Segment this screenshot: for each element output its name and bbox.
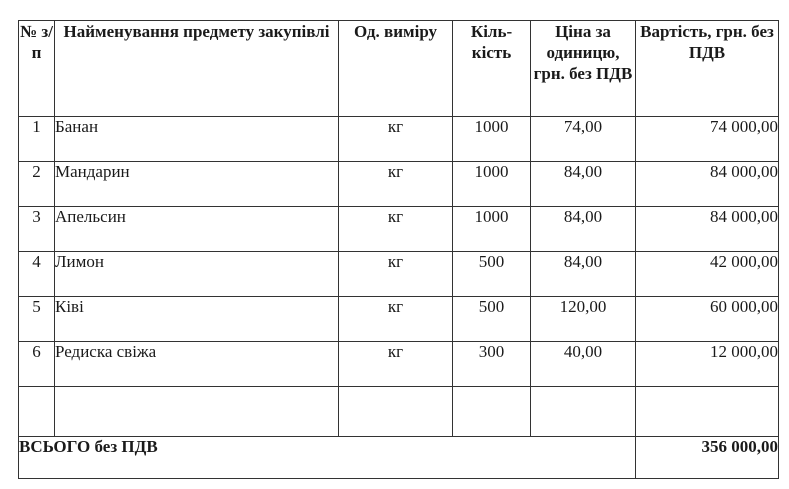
row-item-name: Мандарин [55,162,339,207]
row-unit-price: 84,00 [531,252,636,297]
row-quantity: 500 [453,297,531,342]
row-unit-price: 84,00 [531,207,636,252]
row-total-cost: 74 000,00 [636,117,779,162]
row-total-cost: 84 000,00 [636,207,779,252]
header-unit: Од. виміру [339,21,453,117]
row-number: 1 [19,117,55,162]
grand-total-label: ВСЬОГО без ПДВ [19,437,636,479]
row-unit: кг [339,162,453,207]
row-total-cost: 42 000,00 [636,252,779,297]
row-unit-price: 84,00 [531,162,636,207]
row-number: 3 [19,207,55,252]
row-unit: кг [339,342,453,387]
table-row [19,162,779,207]
header-unit-price: Ціна за одиницю, грн. без ПДВ [531,21,636,117]
empty-cell [19,387,55,437]
row-item-name: Лимон [55,252,339,297]
row-total-cost: 12 000,00 [636,342,779,387]
row-number: 5 [19,297,55,342]
empty-row [19,387,779,437]
row-number: 6 [19,342,55,387]
row-number: 4 [19,252,55,297]
table-row [19,297,779,342]
row-total-cost: 60 000,00 [636,297,779,342]
row-unit: кг [339,297,453,342]
table-row [19,252,779,297]
row-unit-price: 40,00 [531,342,636,387]
total-row [19,437,779,479]
row-item-name: Ківі [55,297,339,342]
empty-cell [55,387,339,437]
row-quantity: 300 [453,342,531,387]
table-row [19,207,779,252]
table-row [19,342,779,387]
empty-cell [531,387,636,437]
header-item-name: Найменування предмету закупівлі [55,21,339,117]
row-quantity: 1000 [453,207,531,252]
header-quantity: Кіль-кість [453,21,531,117]
empty-cell [636,387,779,437]
row-quantity: 1000 [453,162,531,207]
row-total-cost: 84 000,00 [636,162,779,207]
row-quantity: 500 [453,252,531,297]
row-item-name: Апельсин [55,207,339,252]
empty-cell [339,387,453,437]
row-unit-price: 74,00 [531,117,636,162]
row-item-name: Редиска свіжа [55,342,339,387]
row-item-name: Банан [55,117,339,162]
procurement-table [18,20,779,479]
row-unit: кг [339,117,453,162]
row-quantity: 1000 [453,117,531,162]
row-unit: кг [339,252,453,297]
row-unit-price: 120,00 [531,297,636,342]
header-total-cost: Вартість, грн. без ПДВ [636,21,779,117]
table-row [19,117,779,162]
row-number: 2 [19,162,55,207]
table-header-row [19,21,779,117]
empty-cell [453,387,531,437]
grand-total-value: 356 000,00 [636,437,779,479]
row-unit: кг [339,207,453,252]
header-number: № з/п [19,21,55,117]
